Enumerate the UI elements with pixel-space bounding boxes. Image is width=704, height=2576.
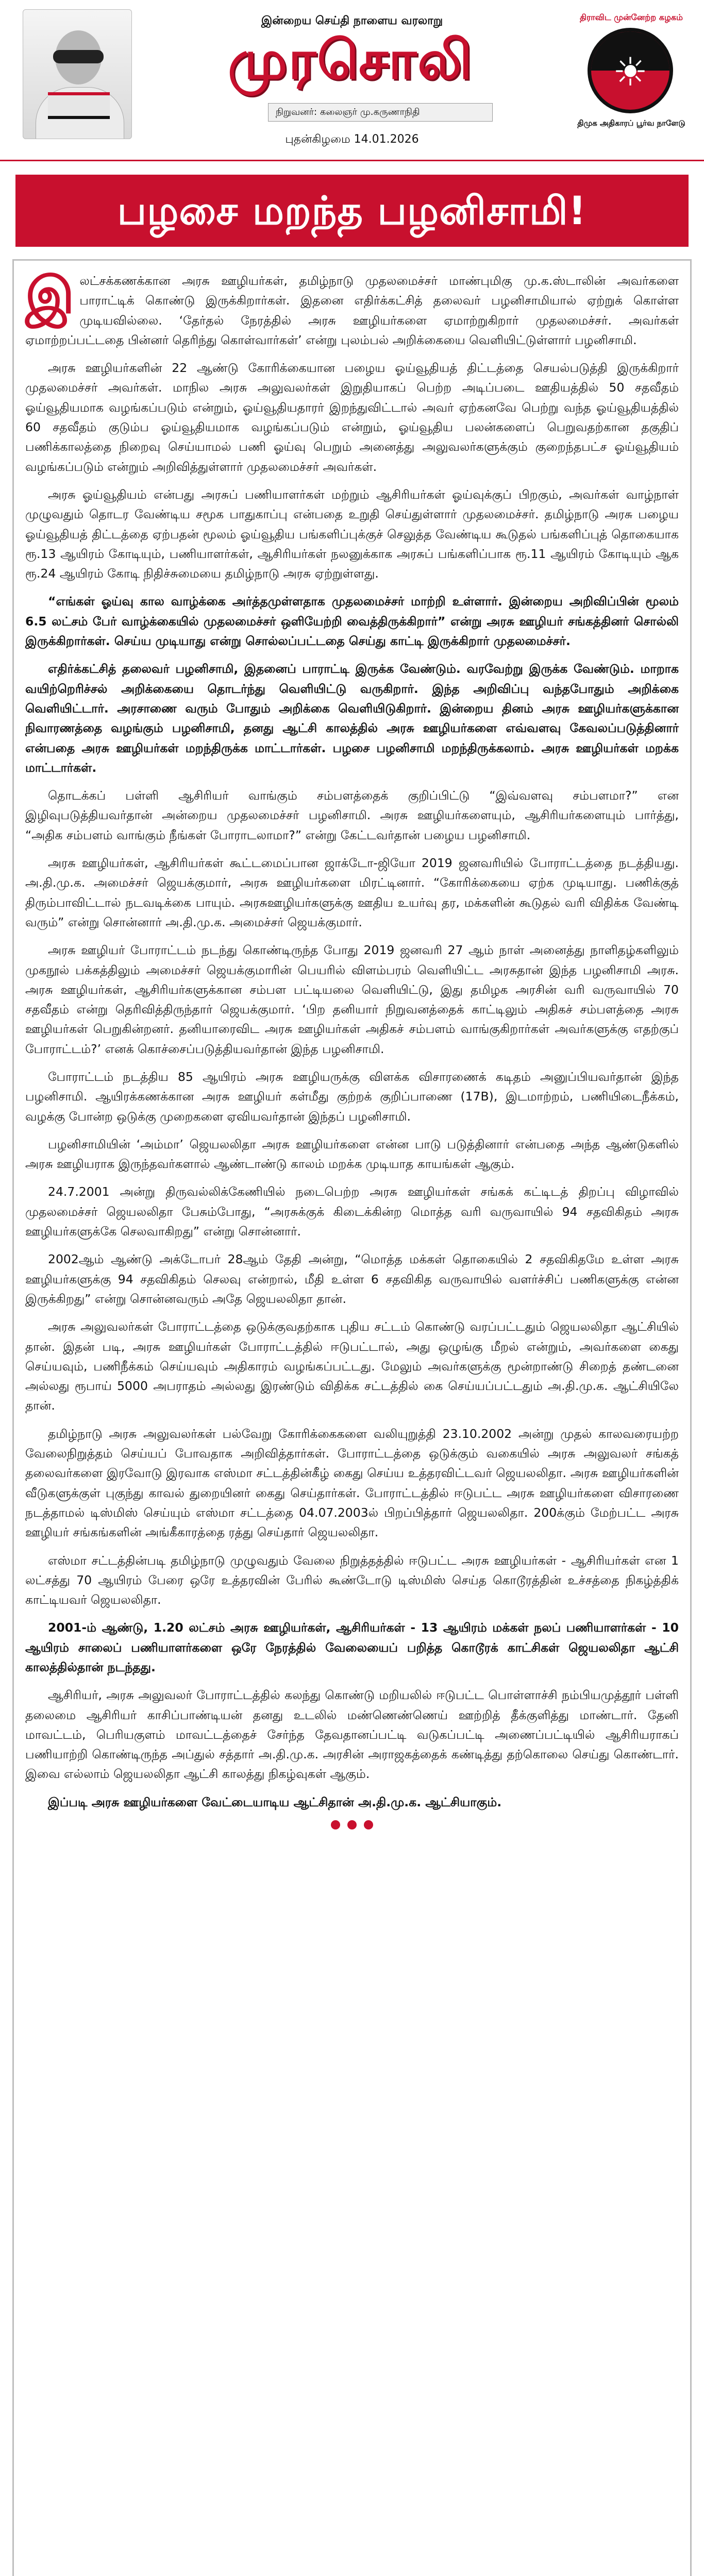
- issue-date: புதன்கிழமை 14.01.2026: [285, 133, 419, 146]
- headline: பழசை மறந்த பழனிசாமி!: [15, 175, 689, 247]
- drop-cap: இ: [25, 266, 75, 325]
- founder-label: நிறுவனர்: கலைஞர் மு.கருணாநிதி: [268, 103, 493, 122]
- article-paragraph: 24.7.2001 அன்று திருவல்லிக்கேணியில் நடைபெற்ற அரசு ஊழியர்கள் சங்கக் கட்டிடத் திறப்பு விழாவில் முதலமைச்சர் ஜெயலலிதா பேசும்போது, “அரசுக்குக் கிடைக்கின்ற மொத்த வரி வருவாயில் 94 சதவிகிதம் அரசு ஊழியர்களுக்கே செலவாகிறது” என்று சொன்னார்.: [25, 1184, 679, 1239]
- article-paragraph: எஸ்மா சட்டத்தின்படி தமிழ்நாடு முழுவதும் வேலை நிறுத்தத்தில் ஈடுபட்ட அரசு ஊழியர்கள் - ஆசிரியர்கள் என 1 லட்சத்து 70 ஆயிரம் பேரை ஒரே உத்தரவின் பேரில் கூண்டோடு டிஸ்மிஸ் செய்த கொடூரத்தின் உச்சத்தை நிகழ்த்திக் காட்டியவர் ஜெயலலிதா.: [25, 1553, 679, 1607]
- emblem-bottom-text: திமுக அதிகாரப் பூர்வ நாளேடு: [577, 118, 685, 128]
- article-paragraph: அரசு ஊழியர் போராட்டம் நடந்து கொண்டிருந்த போது 2019 ஜனவரி 27 ஆம் நாள் அனைத்து நாளிதழ்களிலும் முகநூல் பக்கத்திலும் அமைச்சர் ஜெயக்குமாரின் பெயரில் விளம்பரம் வெளியிட்ட அரசுதான் இந்த பழனிசாமி அரசு. அரசு ஊழியர்கள், ஆசிரியர்களுக்கான சம்பள பட்டியலை வெளியிட்டு, இது தமிழக அரசின் வரி வருவாயில் 70 சதவீதம் என்று தெரிவித்திருந்தார் ஜெயக்குமார். ‘பிற தனியார் நிறுவனத்தைக் காட்டிலும் அதிகச் சம்பளத்தை அரசு ஊழியர்கள் பெறுகின்றனர். தனியாரைவிட அரசு ஊழியர்கள் அதிகச் சம்பளம் வாங்குகிறார்கள் அவர்களுக்கு எதற்குப் போராட்டம்?’ எனக் கொச்சைப்படுத்தியவர்தான் இந்த பழனிசாமி.: [25, 943, 679, 1056]
- article-paragraph: அரசு ஓய்வூதியம் என்பது அரசுப் பணியாளர்கள் மற்றும் ஆசிரியர்கள் ஓய்வுக்குப் பிறகும், அவர்கள் வாழ்நாள் முழுவதும் தொடர வேண்டிய சமூக பாதுகாப்பு என்பதை உறுதி செய்துள்ளார் முதலமைச்சர். தமிழ்நாடு அரசு பழைய ஓய்வூதியத் திட்டத்தை ஏற்பதன் மூலம் ஓய்வூதிய பங்களிப்புக்குச் செலுத்த வேண்டிய கூடுதல் பங்களிப்புத் தொகையாக ரூ.13 ஆயிரம் கோடியும், பணியாளர்கள், ஆசிரியர்கள் நலனுக்காக அரசுப் பங்களிப்பாக ரூ.11 ஆயிரம் கோடியும் ஆக ரூ.24 ஆயிரம் கோடி நிதிச்சுமையை தமிழ்நாடு அரசு ஏற்றுள்ளது.: [25, 487, 679, 581]
- article-paragraph: “எங்கள் ஓய்வு கால வாழ்க்கை அர்த்தமுள்ளதாக முதலமைச்சர் மாற்றி உள்ளார். இன்றைய அறிவிப்பின் மூலம் 6.5 லட்சம் பேர் வாழ்க்கையில் முதலமைச்சர் ஒளியேற்றி வைத்திருக்கிறார்” என்று அரசு ஊழியர் சங்கத்தினர் சொல்லி இருக்கிறார்கள். செய்ய முடியாது என்று சொல்லப்பட்டதை செய்து காட்டி இருக்கிறார் முதலமைச்சர்.: [25, 594, 679, 649]
- emblem-top-text: திராவிட முன்னேற்ற கழகம்: [580, 12, 683, 22]
- newspaper-logo: முரசொலி: [228, 28, 473, 91]
- article-paragraph: இப்படி அரசு ஊழியர்களை வேட்டையாடிய ஆட்சிதான் அ.தி.மு.க. ஆட்சியாகும்.: [48, 1794, 502, 1809]
- article-paragraph: போராட்டம் நடத்திய 85 ஆயிரம் அரசு ஊழியருக்கு விளக்க விசாரணைக் கடிதம் அனுப்பியவர்தான் இந்த பழனிசாமி. ஆயிரக்கணக்கான அரசு ஊழியர் கள்மீது குற்றக் குறிப்பாணை (17B), இடமாற்றம், பணியிடைநீக்கம், வழக்கு போன்ற ஒடுக்கு முறைகளை ஏவியவர்தான் இந்தப் பழனிசாமி.: [25, 1069, 679, 1124]
- article-paragraph: அரசு ஊழியர்களின் 22 ஆண்டு கோரிக்கையான பழைய ஓய்வூதியத் திட்டத்தை செயல்படுத்தி இருக்கிறார் முதலமைச்சர் அவர்கள். மாநில அரசு அலுவலர்கள் இறுதியாகப் பெற்ற அடிப்படை ஊதியத்தில் 50 சதவீதம் ஓய்வூதியமாக வழங்கப்படும் என்றும், ஓய்வூதியதாரர் இறந்துவிட்டால் அவர் ஏற்கனவே பெற்று வந்த ஓய்வூதியத்தில் 60 சதவீதம் குடும்ப ஓய்வூதியமாக வழங்கப்படும் என்றும், ஓய்வூதிய பலன்களைப் பெறுவதற்கான தகுதிப் பணிக்காலத்தை நிறைவு செய்யாமல் பணி ஓய்வு பெறும் அனைத்து அலுவலர்களுக்கும் குறைந்தபட்ச ஓய்வூதியம் வழங்கப்படும் என்றும் அறிவித்துள்ளார் முதலமைச்சர் அவர்கள்.: [25, 361, 679, 474]
- article-paragraph: 2001-ம் ஆண்டு, 1.20 லட்சம் அரசு ஊழியர்கள், ஆசிரியர்கள் - 13 ஆயிரம் மக்கள் நலப் பணியாளர்கள் - 10 ஆயிரம் சாலைப் பணியாளர்களை ஒரே நேரத்தில் வேலையைப் பறித்த கொடூரக் காட்சிகள் ஜெயலலிதா ஆட்சி காலத்தில்தான் நடந்தது.: [25, 1620, 679, 1674]
- article-paragraph: பழனிசாமியின் ‘அம்மா’ ஜெயலலிதா அரசு ஊழியர்களை என்ன பாடு படுத்தினார் என்பதை அந்த ஆண்டுகளில் அரசு ஊழியராக இருந்தவர்களால் ஆண்டாண்டு காலம் மறக்க முடியாத காயங்கள் ஆகும்.: [25, 1137, 679, 1172]
- rising-sun-icon: ☀: [588, 28, 673, 113]
- article-paragraph: இலட்சக்கணக்கான அரசு ஊழியர்கள், தமிழ்நாடு முதலமைச்சர் மாண்புமிகு மு.க.ஸ்டாலின் அவர்களை பாராட்டிக் கொண்டு இருக்கிறார்கள். இதனை எதிர்க்கட்சித் தலைவர் பழனிசாமியால் ஏற்றுக் கொள்ள முடியவில்லை. ‘தேர்தல் நேரத்தில் அரசு ஊழியர்களை ஏமாற்றுகிறார் முதலமைச்சர். அவர்கள் ஏமாற்றப்பட்டதை பின்னர் தெரிந்து கொள்வார்கள்’ என்று புலம்பல் அறிக்கையை வெளியிட்டுள்ளார் பழனிசாமி.: [25, 266, 679, 347]
- article-paragraph: 2002ஆம் ஆண்டு அக்டோபர் 28ஆம் தேதி அன்று, “மொத்த மக்கள் தொகையில் 2 சதவிகிதமே உள்ள அரசு ஊழியர்களுக்கு 94 சதவிகிதம் செலவு என்றால், மீதி உள்ள 6 சதவிகித வருவாயில் வளர்ச்சிப் பணிகளுக்கு என்ன இருக்கிறது” என்று சொன்னவரும் அதே ஜெயலலிதா தான்.: [25, 1252, 679, 1306]
- party-emblem: [573, 12, 690, 132]
- end-of-article-marker: [25, 1820, 679, 1832]
- article-paragraph: ஆசிரியர், அரசு அலுவலர் போராட்டத்தில் கலந்து கொண்டு மறியலில் ஈடுபட்ட பொள்ளாச்சி நம்பியமுத்தூர் பள்ளி தலைமை ஆசிரியர் காசிப்பாண்டியன் தனது உடலில் மண்ணெண்ணெய் ஊற்றித் தீக்குளித்து மாண்டார். தேனி மாவட்டம், பெரியகுளம் மாவட்டத்தைச் சேர்ந்த தேவதானப்பட்டி வடுகப்பட்டி அணைப்பட்டியில் ஆசிரியராகப் பணியாற்றி கொண்டிருந்த அப்துல் சத்தார் அ.தி.மு.க. அரசின் அராஜகத்தைக் கண்டித்து தற்கொலை செய்து கொண்டார். இவை எல்லாம் ஜெயலலிதா ஆட்சி காலத்து நிகழ்வுகள் ஆகும்.: [25, 1688, 679, 1782]
- editorial-article: [12, 259, 692, 2576]
- masthead: [0, 0, 704, 161]
- article-paragraph: தமிழ்நாடு அரசு அலுவலர்கள் பல்வேறு கோரிக்கைகளை வலியுறுத்தி 23.10.2002 அன்று முதல் காலவரையற்ற வேலைநிறுத்தம் செய்யப் போவதாக அறிவித்தார்கள். போராட்டத்தை ஒடுக்கும் வகையில் அரசு அலுவலர் சங்கத் தலைவர்களை இரவோடு இரவாக எஸ்மா சட்டத்தின்கீழ் கைது செய்ய உத்தரவிட்டவர் ஜெயலலிதா. அரசு ஊழியர்களின் வீடுகளுக்குள் புகுந்து காவல் துறையினர் கைது செய்தார்கள். போராட்டத்தில் ஈடுபட்ட அரசு ஊழியர்களை விசாரணை நடத்தாமல் டிஸ்மிஸ் செய்யும் எஸ்மா சட்டத்தை 04.07.2003ல் பிறப்பித்தார் ஜெயலலிதா. 200க்கும் மேற்பட்ட அரசு ஊழியர் சங்கங்களின் அங்கீகாரத்தை ரத்து செய்தார் ஜெயலலிதா.: [25, 1426, 679, 1540]
- article-paragraph: அரசு ஊழியர்கள், ஆசிரியர்கள் கூட்டமைப்பான ஜாக்டோ-ஜியோ 2019 ஜனவரியில் போராட்டத்தை நடத்தியது. அ.தி.மு.க. அமைச்சர் ஜெயக்குமார், அரசு ஊழியர்களை மிரட்டினார். “கோரிக்கையை ஏற்க முடியாது. பணிக்குத் திரும்பாவிட்டால் நடவடிக்கை பாயும். அரசுஊழியர்களுக்கு ஊதிய உயர்வு தர, மக்களின் கூடுதல் வரி விதிக்க வேண்டி வரும்” என்று சொன்னார் அ.தி.மு.க. அமைச்சர் ஜெயக்குமார்.: [25, 856, 679, 929]
- article-paragraph: அரசு அலுவலர்கள் போராட்டத்தை ஒடுக்குவதற்காக புதிய சட்டம் கொண்டு வரப்பட்டதும் ஜெயலலிதா ஆட்சியில் தான். இதன் படி, அரசு ஊழியர்கள் போராட்டத்தில் ஈடுபட்டால், அது ஒழுங்கு மீறல் என்றும், அவர்களை கைது செய்யவும், பணிநீக்கம் செய்யவும் அதிகாரம் வழங்கப்பட்டது. மேலும் அவர்களுக்கு மூன்றாண்டு சிறைத் தண்டனை அல்லது ரூபாய் 5000 அபராதம் அல்லது இரண்டும் விதிக்க சட்டத்தில் கை செய்யப்பட்டதும் அ.தி.மு.க. ஆட்சியிலே தான்.: [25, 1319, 679, 1413]
- article-paragraph: தொடக்கப் பள்ளி ஆசிரியர் வாங்கும் சம்பளத்தைக் குறிப்பிட்டு “இவ்வளவு சம்பளமா?” என இழிவுபடுத்தியவர்தான் அன்றைய முதலமைச்சர் பழனிசாமி. அரசு ஊழியர்களையும், ஆசிரியர்களையும் பார்த்து, “அதிக சம்பளம் வாங்கும் நீங்கள் போராடலாமா?” என்று கேட்டவர்தான் பழைய பழனிசாமி.: [25, 788, 679, 842]
- article-paragraph: எதிர்க்கட்சித் தலைவர் பழனிசாமி, இதனைப் பாராட்டி இருக்க வேண்டும். வரவேற்று இருக்க வேண்டும். மாறாக வயிற்றெரிச்சல் அறிக்கையை தொடர்ந்து வெளியிட்டு வருகிறார். இந்த அறிவிப்பு வந்தபோதும் அறிக்கை வெளியிட்டார். அரசாணை வரும் போதும் அறிக்கை வெளியிடுகிறார். இன்றைய தினம் அரசு ஊழியர்களுக்கான நிவாரணத்தை வழங்கும் பழனிசாமி, தனது ஆட்சி காலத்தில் அரசு ஊழியர்களை எவ்வளவு கேவலப்படுத்தினார் என்பதை அரசு ஊழியர்கள் மறந்திருக்க மாட்டார்கள். பழசை பழனிசாமி மறந்திருக்கலாம். அரசு ஊழியர்கள் மறக்க மாட்டார்கள்.: [25, 662, 679, 775]
- masthead-tagline: இன்றைய செய்தி நாளைய வரலாறு: [261, 14, 443, 27]
